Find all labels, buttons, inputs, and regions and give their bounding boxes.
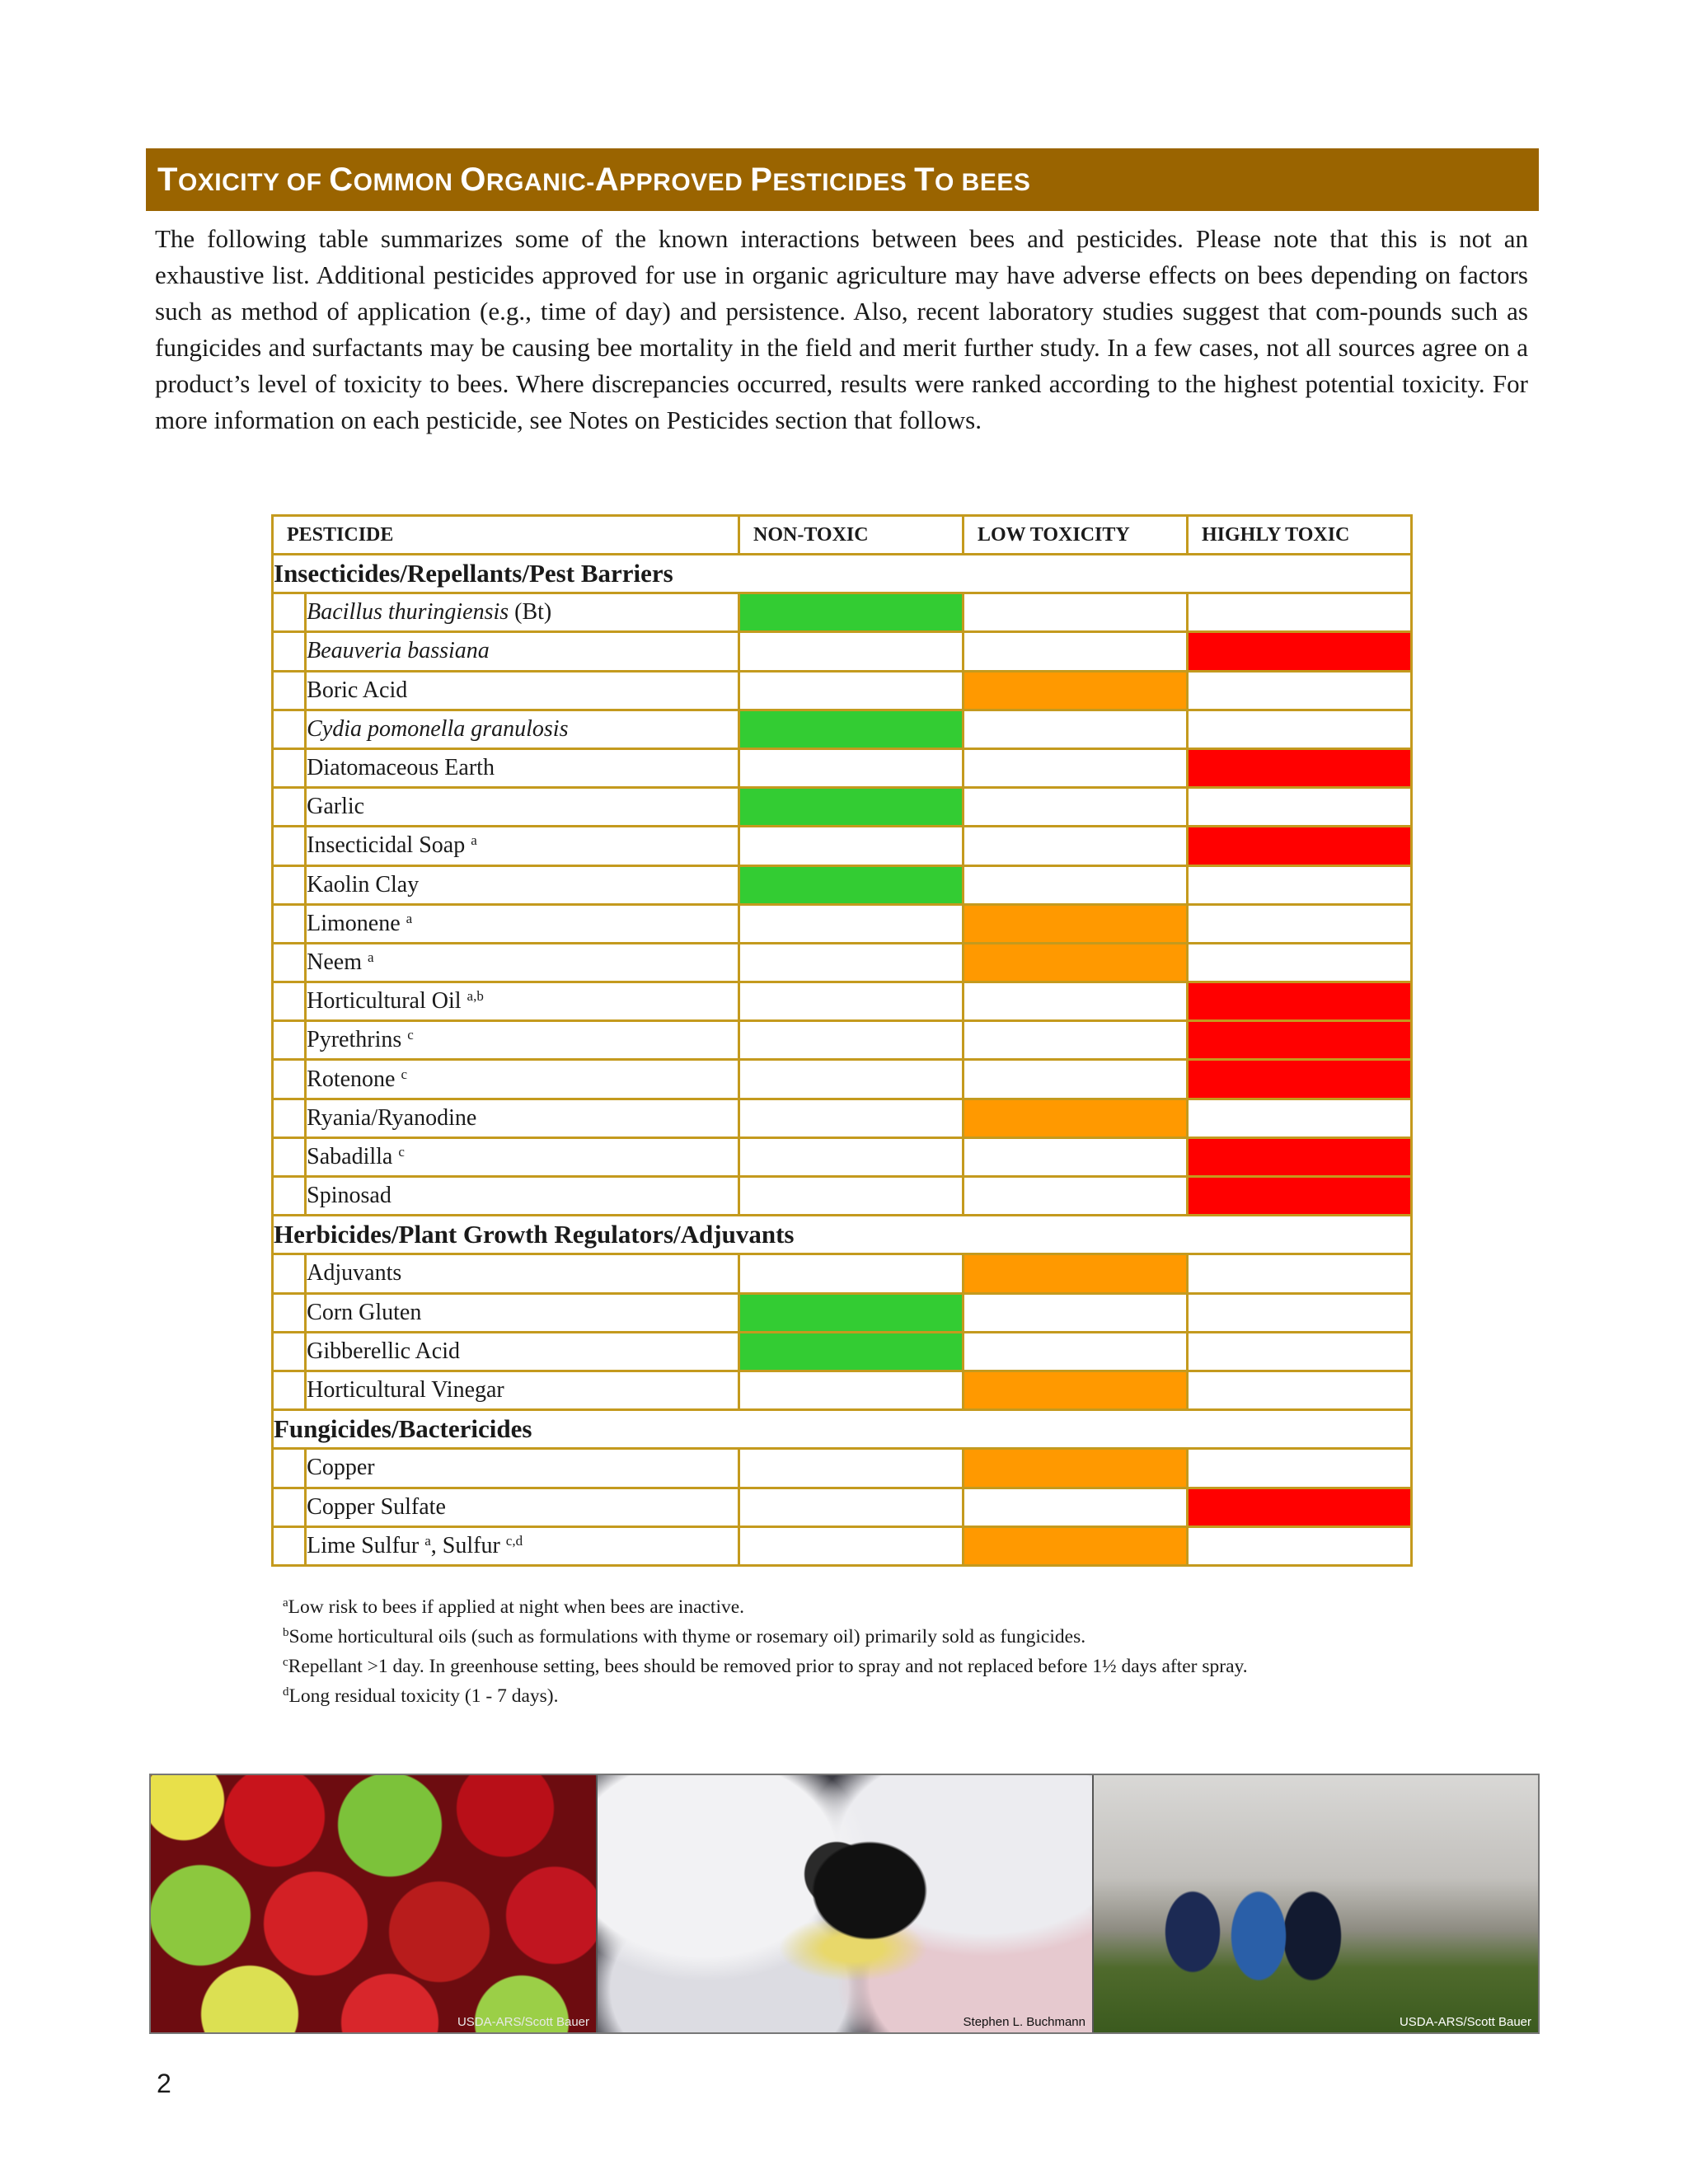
pesticide-name: Insecticidal Soap $^a$ xyxy=(306,827,739,865)
indent-cell xyxy=(273,1526,306,1565)
section-title: TOXICITY OF COMMON ORGANIC-APPROVED PESTICIDES TO BEES xyxy=(157,161,1031,198)
toxicity-cell-non-toxic xyxy=(739,671,964,710)
toxicity-cell-non-toxic xyxy=(739,593,964,632)
toxicity-table xyxy=(271,514,1413,1567)
toxicity-cell-low xyxy=(964,1177,1188,1216)
photo-credit: USDA-ARS/Scott Bauer xyxy=(1399,2015,1531,2029)
indent-cell xyxy=(273,710,306,748)
indent-cell xyxy=(273,632,306,671)
category-row xyxy=(273,555,1412,593)
table-row xyxy=(273,1488,1412,1526)
indent-cell xyxy=(273,1293,306,1332)
toxicity-cell-non-toxic xyxy=(739,1526,964,1565)
toxicity-cell-high xyxy=(1187,788,1411,827)
table-row xyxy=(273,1177,1412,1216)
pesticide-name: Bacillus thuringiensis (Bt) xyxy=(306,593,739,632)
photo-strip xyxy=(149,1774,1540,2034)
toxicity-cell-high xyxy=(1187,865,1411,904)
toxicity-cell-non-toxic xyxy=(739,904,964,943)
table-row xyxy=(273,1449,1412,1488)
indent-cell xyxy=(273,982,306,1021)
toxicity-cell-low xyxy=(964,827,1188,865)
toxicity-cell-high xyxy=(1187,1332,1411,1371)
toxicity-cell-low xyxy=(964,1449,1188,1488)
table-row xyxy=(273,1099,1412,1137)
table-row xyxy=(273,1021,1412,1060)
toxicity-cell-low xyxy=(964,748,1188,787)
toxicity-cell-high xyxy=(1187,748,1411,787)
table-row xyxy=(273,1332,1412,1371)
toxicity-cell-low xyxy=(964,904,1188,943)
table-header-row xyxy=(273,516,1412,555)
table-row xyxy=(273,671,1412,710)
toxicity-cell-low xyxy=(964,865,1188,904)
indent-cell xyxy=(273,1371,306,1409)
category-label: Fungicides/Bactericides xyxy=(273,1410,1412,1449)
photo-credit: Stephen L. Buchmann xyxy=(963,2015,1085,2029)
intro-paragraph: The following table summarizes some of the known interactions between bees and pesticides. Please note that this is not an exhaustive list. Additional pesticides approved for use in organic agriculture may have adverse effects on bees depending on factors such as method of application (e.g., time of day) and persistence. Also, recent laboratory studies suggest that com-pounds such as fungicides and surfactants may be causing bee mortality in the field and merit further study. In a few cases, not all sources agree on a product’s level of toxicity to bees. Where discrepancies occurred, results were ranked according to the highest potential toxicity. For more information on each pesticide, see Notes on Pesticides section that follows. xyxy=(155,224,1528,434)
category-label: Insecticides/Repellants/Pest Barriers xyxy=(273,555,1412,593)
table-row xyxy=(273,982,1412,1021)
toxicity-cell-non-toxic xyxy=(739,1137,964,1176)
pesticide-name: Cydia pomonella granulosis xyxy=(306,710,739,748)
toxicity-cell-high xyxy=(1187,593,1411,632)
indent-cell xyxy=(273,1488,306,1526)
toxicity-cell-non-toxic xyxy=(739,865,964,904)
toxicity-cell-high xyxy=(1187,943,1411,982)
toxicity-cell-high xyxy=(1187,827,1411,865)
toxicity-cell-low xyxy=(964,1371,1188,1409)
pesticide-name: Sabadilla $^c$ xyxy=(306,1137,739,1176)
toxicity-cell-non-toxic xyxy=(739,1254,964,1293)
toxicity-cell-non-toxic xyxy=(739,788,964,827)
toxicity-cell-low xyxy=(964,1099,1188,1137)
indent-cell xyxy=(273,1177,306,1216)
table-row xyxy=(273,827,1412,865)
category-row xyxy=(273,1410,1412,1449)
toxicity-cell-high xyxy=(1187,904,1411,943)
header-highly-toxic: HIGHLY TOXIC xyxy=(1187,516,1411,555)
pesticide-name: Horticultural Vinegar xyxy=(306,1371,739,1409)
pesticide-name: Diatomaceous Earth xyxy=(306,748,739,787)
toxicity-cell-high xyxy=(1187,1449,1411,1488)
table-row xyxy=(273,593,1412,632)
toxicity-cell-non-toxic xyxy=(739,1371,964,1409)
indent-cell xyxy=(273,671,306,710)
header-non-toxic: NON-TOXIC xyxy=(739,516,964,555)
pesticide-name: Beauveria bassiana xyxy=(306,632,739,671)
table-row xyxy=(273,788,1412,827)
toxicity-cell-non-toxic xyxy=(739,827,964,865)
toxicity-cell-non-toxic xyxy=(739,748,964,787)
toxicity-cell-low xyxy=(964,1526,1188,1565)
indent-cell xyxy=(273,788,306,827)
toxicity-cell-non-toxic xyxy=(739,1060,964,1099)
toxicity-cell-low xyxy=(964,1021,1188,1060)
pesticide-name: Kaolin Clay xyxy=(306,865,739,904)
page-number: 2 xyxy=(157,2069,171,2098)
toxicity-cell-non-toxic xyxy=(739,710,964,748)
toxicity-cell-low xyxy=(964,982,1188,1021)
pesticide-name: Rotenone $^c$ xyxy=(306,1060,739,1099)
footnote: $^d$Long residual toxicity (1 - 7 days). xyxy=(283,1685,559,1707)
indent-cell xyxy=(273,1021,306,1060)
indent-cell xyxy=(273,1332,306,1371)
toxicity-cell-low xyxy=(964,1293,1188,1332)
table-row xyxy=(273,1526,1412,1565)
pesticide-name: Boric Acid xyxy=(306,671,739,710)
indent-cell xyxy=(273,748,306,787)
toxicity-cell-non-toxic xyxy=(739,1488,964,1526)
photo-credit: USDA-ARS/Scott Bauer xyxy=(457,2015,589,2029)
footnotes xyxy=(283,1591,1519,1709)
pesticide-name: Ryania/Ryanodine xyxy=(306,1099,739,1137)
toxicity-cell-high xyxy=(1187,1021,1411,1060)
pesticide-name: Spinosad xyxy=(306,1177,739,1216)
indent-cell xyxy=(273,904,306,943)
table-row xyxy=(273,710,1412,748)
pesticide-name: Neem $^a$ xyxy=(306,943,739,982)
toxicity-cell-high xyxy=(1187,710,1411,748)
toxicity-cell-high xyxy=(1187,1137,1411,1176)
indent-cell xyxy=(273,1137,306,1176)
toxicity-cell-non-toxic xyxy=(739,1177,964,1216)
toxicity-cell-low xyxy=(964,671,1188,710)
pesticide-name: Garlic xyxy=(306,788,739,827)
toxicity-cell-low xyxy=(964,1332,1188,1371)
toxicity-cell-low xyxy=(964,1254,1188,1293)
pesticide-name: Horticultural Oil $^{a,b}$ xyxy=(306,982,739,1021)
toxicity-cell-high xyxy=(1187,1060,1411,1099)
indent-cell xyxy=(273,865,306,904)
toxicity-cell-high xyxy=(1187,1293,1411,1332)
table-row xyxy=(273,1060,1412,1099)
section-title-banner xyxy=(146,148,1539,211)
indent-cell xyxy=(273,593,306,632)
toxicity-cell-low xyxy=(964,788,1188,827)
toxicity-cell-high xyxy=(1187,982,1411,1021)
toxicity-cell-non-toxic xyxy=(739,1099,964,1137)
table-row xyxy=(273,865,1412,904)
toxicity-cell-high xyxy=(1187,1526,1411,1565)
indent-cell xyxy=(273,943,306,982)
pesticide-name: Adjuvants xyxy=(306,1254,739,1293)
toxicity-cell-low xyxy=(964,593,1188,632)
toxicity-cell-high xyxy=(1187,1371,1411,1409)
pesticide-name: Lime Sulfur $^a$, Sulfur $^{c,d}$ xyxy=(306,1526,739,1565)
toxicity-cell-high xyxy=(1187,1254,1411,1293)
toxicity-cell-high xyxy=(1187,671,1411,710)
table-row xyxy=(273,1371,1412,1409)
pesticide-name: Pyrethrins $^c$ xyxy=(306,1021,739,1060)
toxicity-cell-non-toxic xyxy=(739,1021,964,1060)
toxicity-cell-low xyxy=(964,1137,1188,1176)
toxicity-cell-high xyxy=(1187,1488,1411,1526)
footnote: $^a$Low risk to bees if applied at night when bees are inactive. xyxy=(283,1596,745,1618)
toxicity-cell-non-toxic xyxy=(739,943,964,982)
toxicity-cell-non-toxic xyxy=(739,632,964,671)
orchard-farmers-photo xyxy=(1094,1775,1538,2032)
table-row xyxy=(273,1254,1412,1293)
apples-photo xyxy=(151,1775,596,2032)
indent-cell xyxy=(273,1099,306,1137)
table-row xyxy=(273,632,1412,671)
toxicity-cell-non-toxic xyxy=(739,1293,964,1332)
toxicity-cell-low xyxy=(964,710,1188,748)
toxicity-cell-non-toxic xyxy=(739,1332,964,1371)
table-row xyxy=(273,1137,1412,1176)
toxicity-cell-low xyxy=(964,943,1188,982)
toxicity-cell-high xyxy=(1187,632,1411,671)
footnote: $^b$Some horticultural oils (such as formulations with thyme or rosemary oil) primarily sold as fungicides. xyxy=(283,1626,1086,1647)
indent-cell xyxy=(273,1449,306,1488)
toxicity-cell-low xyxy=(964,1060,1188,1099)
toxicity-cell-low xyxy=(964,632,1188,671)
indent-cell xyxy=(273,1254,306,1293)
table-row xyxy=(273,904,1412,943)
table-row xyxy=(273,748,1412,787)
toxicity-cell-non-toxic xyxy=(739,982,964,1021)
bee-on-blossom-photo xyxy=(596,1775,1094,2032)
toxicity-cell-low xyxy=(964,1488,1188,1526)
header-pesticide: PESTICIDE xyxy=(273,516,739,555)
pesticide-name: Limonene $^a$ xyxy=(306,904,739,943)
table-row xyxy=(273,943,1412,982)
indent-cell xyxy=(273,1060,306,1099)
footnote: $^c$Repellant >1 day. In greenhouse setting, bees should be removed prior to spray and not replaced before 1½ days after spray. xyxy=(283,1656,1248,1677)
table-row xyxy=(273,1293,1412,1332)
pesticide-name: Copper Sulfate xyxy=(306,1488,739,1526)
pesticide-name: Gibberellic Acid xyxy=(306,1332,739,1371)
category-label: Herbicides/Plant Growth Regulators/Adjuvants xyxy=(273,1216,1412,1254)
pesticide-name: Copper xyxy=(306,1449,739,1488)
header-low-toxicity: LOW TOXICITY xyxy=(964,516,1188,555)
toxicity-cell-high xyxy=(1187,1177,1411,1216)
indent-cell xyxy=(273,827,306,865)
category-row xyxy=(273,1216,1412,1254)
pesticide-name: Corn Gluten xyxy=(306,1293,739,1332)
toxicity-cell-high xyxy=(1187,1099,1411,1137)
toxicity-cell-non-toxic xyxy=(739,1449,964,1488)
